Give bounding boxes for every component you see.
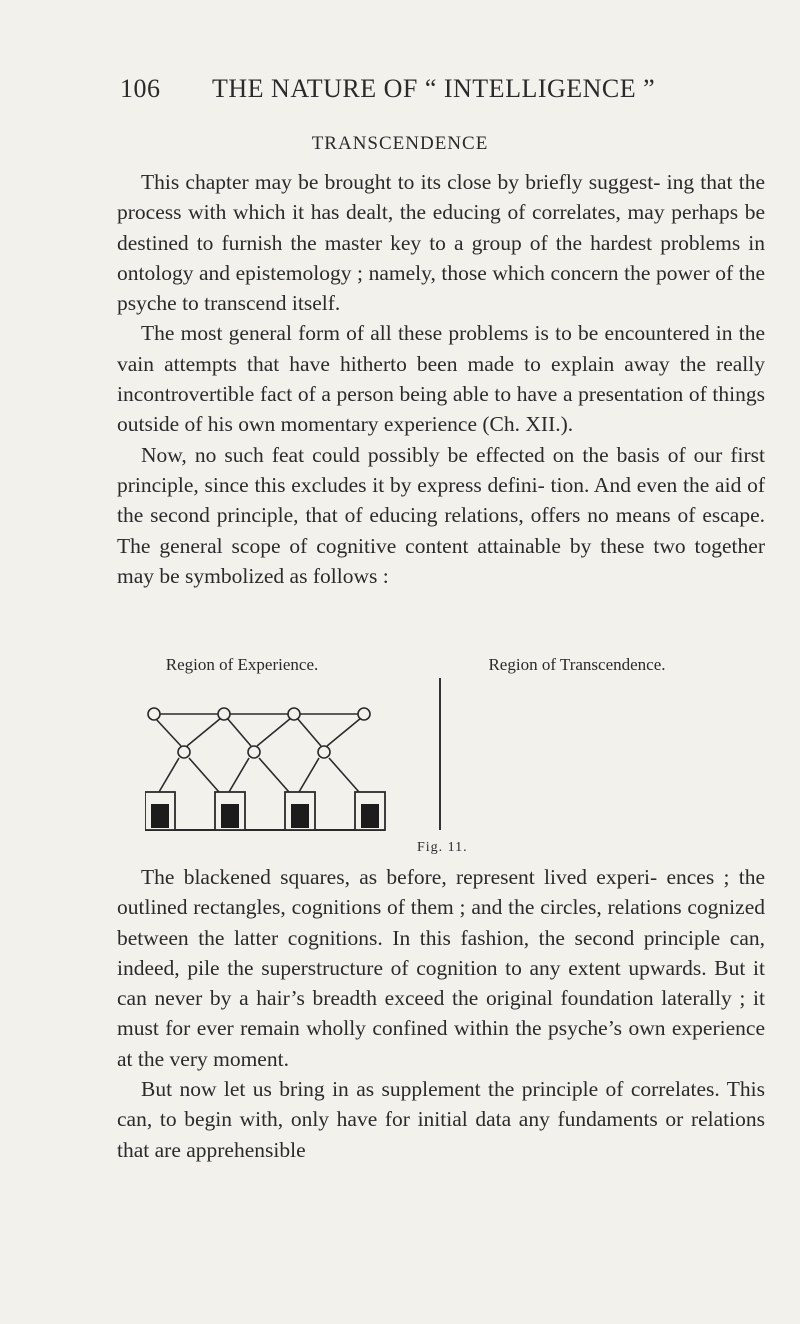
connector-line bbox=[297, 718, 321, 746]
paragraph: But now let us bring in as supplement the principle of correlates. This can, to begin with, only have for initial data any fundaments or relations that are apprehensible bbox=[117, 1077, 765, 1162]
connector-line bbox=[187, 718, 221, 746]
region-divider bbox=[439, 678, 441, 830]
region-transcendence-label: Region of Transcendence. bbox=[488, 655, 666, 674]
connector-line bbox=[327, 718, 361, 746]
figure-11 bbox=[117, 654, 765, 864]
page-number: 106 bbox=[120, 74, 161, 103]
cognition-diagram bbox=[145, 702, 415, 834]
connector-line bbox=[159, 758, 179, 792]
paragraph: Now, no such feat could possibly be effected on the basis of our first principle, since this excludes it by express defini- tion. And even the aid of the second principle, that of educing relations, offers no means of escape. The general scope of cognitive content attainable by these two together may be symbolized as follows : bbox=[117, 442, 765, 588]
running-title: THE NATURE OF “ INTELLIGENCE ” bbox=[212, 74, 656, 103]
relation-circle bbox=[218, 708, 230, 720]
connector-line bbox=[259, 758, 289, 792]
relation-circle bbox=[178, 746, 190, 758]
text-before-figure bbox=[117, 167, 765, 591]
connector-line bbox=[227, 718, 251, 746]
text-after-figure bbox=[117, 862, 765, 1165]
connector-line bbox=[329, 758, 359, 792]
figure-caption: Fig. 11. bbox=[417, 840, 468, 855]
paragraph: This chapter may be brought to its close by briefly suggest- ing that the process with which it has dealt, the educing of correlates, may perhaps be destined to furnish the master key to a group of the hardest problems in ontology and epistemology ; namely, those which concern the power of the psyche to transcend itself. bbox=[117, 170, 765, 316]
connector-line bbox=[257, 718, 291, 746]
relation-circle bbox=[358, 708, 370, 720]
relation-circle bbox=[248, 746, 260, 758]
section-heading: TRANSCENDENCE bbox=[311, 133, 489, 154]
paragraph: The blackened squares, as before, represent lived experi- ences ; the outlined rectangles, cognitions of them ; and the circles, relations cognized between the latter cognitions. In this fashion, the second principle can, indeed, pile the superstructure of cognition to any extent upwards. But it can never by a hair’s breadth exceed the original foundation laterally ; it must for ever remain wholly confined within the psyche’s own experience at the very moment. bbox=[117, 865, 765, 1071]
experience-square bbox=[361, 804, 379, 828]
connector-line bbox=[189, 758, 219, 792]
running-head bbox=[120, 74, 680, 114]
experience-square bbox=[221, 804, 239, 828]
relation-circle bbox=[148, 708, 160, 720]
connector-line bbox=[155, 718, 181, 746]
paragraph: The most general form of all these problems is to be encountered in the vain attempts that have hitherto been made to explain away the really incontrovertible fact of a person being able to have a presentation of things outside of his own momentary experience (Ch. XII.). bbox=[117, 321, 765, 437]
experience-square bbox=[291, 804, 309, 828]
relation-circle bbox=[288, 708, 300, 720]
region-experience-label: Region of Experience. bbox=[165, 655, 319, 674]
connector-line bbox=[229, 758, 249, 792]
connector-line bbox=[299, 758, 319, 792]
experience-square bbox=[151, 804, 169, 828]
relation-circle bbox=[318, 746, 330, 758]
